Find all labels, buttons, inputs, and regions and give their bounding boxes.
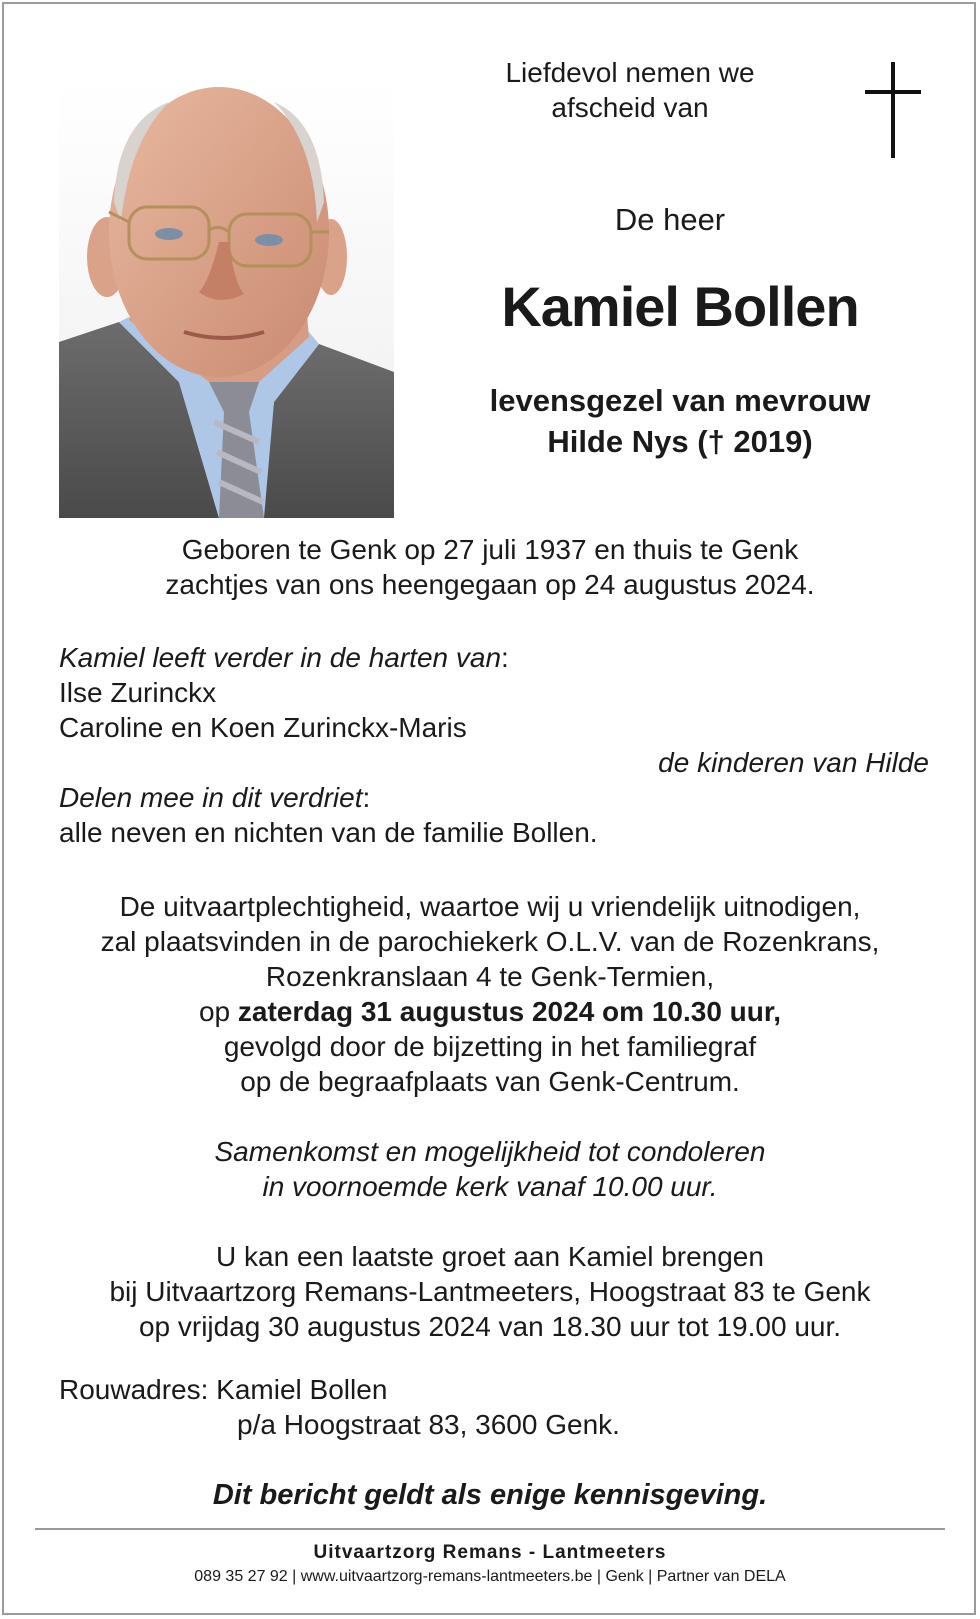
share-heading-row [59, 780, 929, 815]
ceremony-line1: De uitvaartplechtigheid, waartoe wij u vriendelijk uitnodigen, [119, 891, 861, 922]
footer-company: Uitvaartzorg Remans - Lantmeeters [313, 1542, 667, 1563]
ceremony-line2: zal plaatsvinden in de parochiekerk O.L.V. van de Rozenkrans, [100, 926, 880, 957]
birth-line2: zachtjes van ons heengegaan op 24 augustus 2024. [165, 569, 815, 600]
family-member: Caroline en Koen Zurinckx-Maris [59, 712, 467, 743]
family-section [59, 640, 929, 850]
ceremony-date-time: zaterdag 31 augustus 2024 om 10.30 uur, [237, 996, 782, 1027]
birth-death-info [40, 532, 940, 602]
cross-icon [865, 62, 921, 158]
share-heading-colon: : [362, 782, 371, 813]
footer-contact: 089 35 27 92 | www.uitvaartzorg-remans-lantmeeters.be | Genk | Partner van DELA [194, 1568, 786, 1585]
relation-text [430, 380, 930, 462]
visitation-line1: U kan een laatste groet aan Kamiel brengen [216, 1241, 764, 1272]
family-note: de kinderen van Hilde [658, 747, 929, 778]
condolences-line2: in voornoemde kerk vanaf 10.00 uur. [262, 1171, 718, 1202]
visitation-info [30, 1239, 950, 1344]
family-heading: Kamiel leeft verder in de harten van [59, 642, 502, 673]
family-heading-colon: : [501, 642, 509, 673]
family-heading-row [59, 640, 929, 675]
relation-line2: Hilde Nys († 2019) [547, 424, 813, 459]
notice-text: Dit bericht geldt als enige kennisgeving. [212, 1479, 768, 1511]
title-prefix: De heer [614, 202, 726, 237]
relation-line1: levensgezel van mevrouw [489, 383, 871, 418]
ceremony-line6: op de begraafplaats van Genk-Centrum. [240, 1066, 740, 1097]
address-line2: p/a Hoogstraat 83, 3600 Genk. [237, 1409, 620, 1440]
ceremony-line3: Rozenkranslaan 4 te Genk-Termien, [265, 961, 715, 992]
condolences-info [30, 1134, 950, 1204]
share-text: alle neven en nichten van de familie Bollen. [59, 817, 598, 848]
share-heading: Delen mee in dit verdriet [59, 782, 363, 813]
intro-line2: afscheid van [551, 92, 709, 123]
visitation-line2: bij Uitvaartzorg Remans-Lantmeeters, Hoogstraat 83 te Genk [109, 1276, 871, 1307]
mourning-address [59, 1372, 929, 1442]
intro-text [440, 55, 820, 125]
deceased-name: Kamiel Bollen [501, 275, 859, 338]
ceremony-line5: gevolgd door de bijzetting in het familiegraf [223, 1031, 757, 1062]
ceremony-line4 [30, 994, 950, 1029]
address-label-line: Rouwadres: Kamiel Bollen [59, 1374, 388, 1405]
portrait-photo [59, 82, 394, 518]
intro-line1: Liefdevol nemen we [505, 57, 755, 88]
ceremony-line4-prefix: op [198, 996, 238, 1027]
ceremony-info [30, 889, 950, 1099]
footer-divider [35, 1528, 945, 1530]
condolences-line1: Samenkomst en mogelijkheid tot condoleren [214, 1136, 766, 1167]
birth-line1: Geboren te Genk op 27 juli 1937 en thuis te Genk [181, 534, 799, 565]
visitation-line3: op vrijdag 30 augustus 2024 van 18.30 uur tot 19.00 uur. [138, 1311, 842, 1342]
family-member: Ilse Zurinckx [59, 677, 217, 708]
